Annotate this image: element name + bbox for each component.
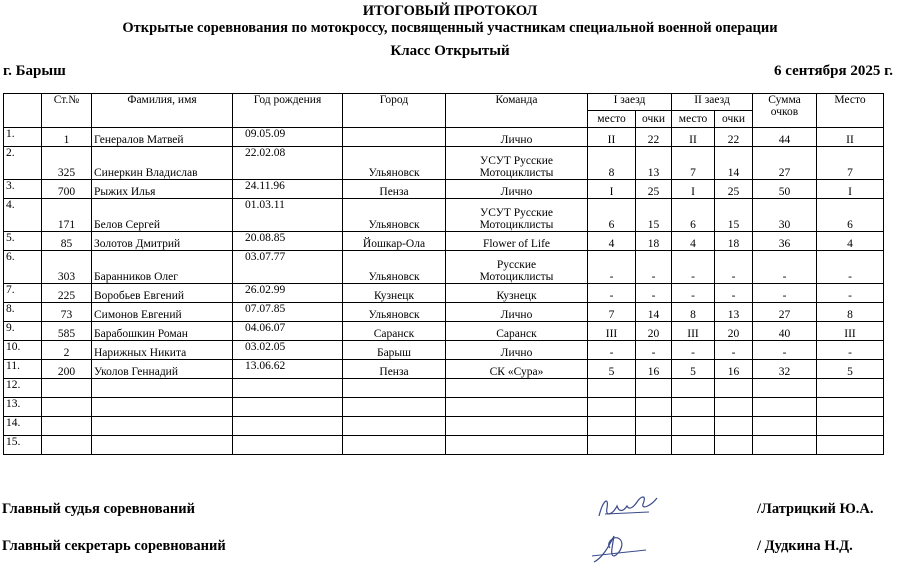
final-rank: 4 bbox=[817, 232, 884, 251]
race2-place: I bbox=[672, 180, 715, 199]
birth-date: 03.07.77 bbox=[233, 251, 343, 284]
secretary-signature bbox=[588, 528, 650, 568]
birth-date: 26.02.99 bbox=[233, 284, 343, 303]
team: СК «Сура» bbox=[446, 360, 588, 379]
rider-name: Нарижных Никита bbox=[92, 341, 233, 360]
rider-name: Барабошкин Роман bbox=[92, 322, 233, 341]
results-table bbox=[3, 93, 884, 455]
team-line-1: УСУТ Русские bbox=[480, 155, 553, 167]
rider-name: Синеркин Владислав bbox=[92, 147, 233, 180]
col-race1: I заезд bbox=[588, 94, 672, 111]
final-rank: 5 bbox=[817, 360, 884, 379]
city: Кузнецк bbox=[343, 284, 446, 303]
class-name: Класс Открытый bbox=[390, 43, 510, 59]
table-row bbox=[4, 341, 884, 360]
race1-points: 18 bbox=[636, 232, 672, 251]
team: Flower of Life bbox=[446, 232, 588, 251]
col-city: Город bbox=[343, 94, 446, 128]
rider-name: Воробьев Евгений bbox=[92, 284, 233, 303]
race2-points: 16 bbox=[715, 360, 753, 379]
final-rank: 6 bbox=[817, 199, 884, 232]
race2-place: 4 bbox=[672, 232, 715, 251]
sum-points: 40 bbox=[753, 322, 817, 341]
rider-name: Белов Сергей bbox=[92, 199, 233, 232]
rider-name: Уколов Геннадий bbox=[92, 360, 233, 379]
sum-points: 27 bbox=[753, 147, 817, 180]
birth-date: 22.02.08 bbox=[233, 147, 343, 180]
row-num: 10. bbox=[4, 341, 42, 360]
city: Барыш bbox=[343, 341, 446, 360]
team-line-2: Мотоциклисты bbox=[479, 167, 554, 179]
race1-points: - bbox=[636, 284, 672, 303]
final-rank: - bbox=[817, 341, 884, 360]
race1-points: 14 bbox=[636, 303, 672, 322]
col-birth: Год рождения bbox=[233, 94, 343, 128]
start-number: 85 bbox=[42, 232, 92, 251]
start-number: 585 bbox=[42, 322, 92, 341]
race2-points: 20 bbox=[715, 322, 753, 341]
sum-points: - bbox=[753, 251, 817, 284]
start-number: 303 bbox=[42, 251, 92, 284]
race2-place: II bbox=[672, 128, 715, 147]
rider-name: Симонов Евгений bbox=[92, 303, 233, 322]
birth-date: 09.05.09 bbox=[233, 128, 343, 147]
row-num: 1. bbox=[4, 128, 42, 147]
chief-secretary-name: / Дудкина Н.Д. bbox=[757, 538, 853, 554]
col-race1-points: очки bbox=[636, 111, 672, 128]
col-race1-place: место bbox=[588, 111, 636, 128]
sum-points: 30 bbox=[753, 199, 817, 232]
race1-points: - bbox=[636, 251, 672, 284]
race1-points: 25 bbox=[636, 180, 672, 199]
birth-date: 24.11.96 bbox=[233, 180, 343, 199]
race1-place: - bbox=[588, 341, 636, 360]
birth-date: 03.02.05 bbox=[233, 341, 343, 360]
final-rank: III bbox=[817, 322, 884, 341]
race1-place: 6 bbox=[588, 199, 636, 232]
table-row bbox=[4, 303, 884, 322]
team: Лично bbox=[446, 341, 588, 360]
sum-points: 27 bbox=[753, 303, 817, 322]
competition-name: Открытые соревнования по мотокроссу, посвященный участникам специальной военной операции bbox=[122, 20, 778, 36]
race1-place: - bbox=[588, 251, 636, 284]
row-num: 12. bbox=[4, 379, 42, 398]
birth-date: 20.08.85 bbox=[233, 232, 343, 251]
col-name: Фамилия, имя bbox=[92, 94, 233, 128]
team-line-1: УСУТ Русские bbox=[480, 207, 553, 219]
start-number: 225 bbox=[42, 284, 92, 303]
sum-points: - bbox=[753, 341, 817, 360]
table-row bbox=[4, 180, 884, 199]
row-num: 8. bbox=[4, 303, 42, 322]
race1-points: 20 bbox=[636, 322, 672, 341]
race2-points: 15 bbox=[715, 199, 753, 232]
race2-place: 8 bbox=[672, 303, 715, 322]
table-row bbox=[4, 232, 884, 251]
race1-place: - bbox=[588, 284, 636, 303]
race2-place: 6 bbox=[672, 199, 715, 232]
final-rank: II bbox=[817, 128, 884, 147]
table-row bbox=[4, 417, 884, 436]
race1-place: 5 bbox=[588, 360, 636, 379]
race1-points: - bbox=[636, 341, 672, 360]
race2-points: - bbox=[715, 341, 753, 360]
city: Пенза bbox=[343, 360, 446, 379]
table-row bbox=[4, 284, 884, 303]
race1-place: 8 bbox=[588, 147, 636, 180]
start-number: 200 bbox=[42, 360, 92, 379]
sum-points: - bbox=[753, 284, 817, 303]
race2-place: - bbox=[672, 251, 715, 284]
final-rank: I bbox=[817, 180, 884, 199]
chief-judge-label: Главный судья соревнований bbox=[2, 501, 195, 517]
row-num: 14. bbox=[4, 417, 42, 436]
row-num: 3. bbox=[4, 180, 42, 199]
race2-place: - bbox=[672, 284, 715, 303]
team bbox=[446, 147, 588, 180]
team: Лично bbox=[446, 180, 588, 199]
header-row bbox=[4, 94, 884, 111]
rider-name: Рыжих Илья bbox=[92, 180, 233, 199]
race2-points: - bbox=[715, 251, 753, 284]
table-row bbox=[4, 379, 884, 398]
sum-points: 50 bbox=[753, 180, 817, 199]
row-num: 7. bbox=[4, 284, 42, 303]
table-row bbox=[4, 436, 884, 455]
start-number: 325 bbox=[42, 147, 92, 180]
table-row bbox=[4, 398, 884, 417]
race1-place: 7 bbox=[588, 303, 636, 322]
col-race2: II заезд bbox=[672, 94, 753, 111]
race2-place: 5 bbox=[672, 360, 715, 379]
judge-signature bbox=[595, 490, 665, 524]
city: Пенза bbox=[343, 180, 446, 199]
team-line-2: Мотоциклисты bbox=[479, 219, 554, 231]
race2-place: 7 bbox=[672, 147, 715, 180]
row-num: 2. bbox=[4, 147, 42, 180]
team-line-1: Русские bbox=[496, 259, 537, 271]
rider-name: Золотов Дмитрий bbox=[92, 232, 233, 251]
race1-points: 22 bbox=[636, 128, 672, 147]
row-num: 15. bbox=[4, 436, 42, 455]
race1-points: 15 bbox=[636, 199, 672, 232]
city: Йошкар-Ола bbox=[343, 232, 446, 251]
race1-points: 13 bbox=[636, 147, 672, 180]
race2-place: III bbox=[672, 322, 715, 341]
city: Саранск bbox=[343, 322, 446, 341]
team: Лично bbox=[446, 128, 588, 147]
final-rank: - bbox=[817, 251, 884, 284]
col-race2-place: место bbox=[672, 111, 715, 128]
col-sum: Сумма очков bbox=[753, 94, 817, 128]
race2-points: 25 bbox=[715, 180, 753, 199]
col-rank: Место bbox=[817, 94, 884, 128]
race2-points: - bbox=[715, 284, 753, 303]
team bbox=[446, 199, 588, 232]
chief-secretary-label: Главный секретарь соревнований bbox=[2, 538, 226, 554]
start-number: 2 bbox=[42, 341, 92, 360]
race2-points: 18 bbox=[715, 232, 753, 251]
row-num: 4. bbox=[4, 199, 42, 232]
event-date: 6 сентября 2025 г. bbox=[773, 63, 893, 79]
city: Ульяновск bbox=[343, 147, 446, 180]
table-row bbox=[4, 360, 884, 379]
birth-date: 01.03.11 bbox=[233, 199, 343, 232]
race1-place: 4 bbox=[588, 232, 636, 251]
document-title: ИТОГОВЫЙ ПРОТОКОЛ bbox=[362, 3, 538, 19]
row-num: 5. bbox=[4, 232, 42, 251]
team: Кузнецк bbox=[446, 284, 588, 303]
race2-points: 22 bbox=[715, 128, 753, 147]
team-line-2: Мотоциклисты bbox=[479, 271, 554, 283]
row-num: 13. bbox=[4, 398, 42, 417]
row-num: 9. bbox=[4, 322, 42, 341]
race1-place: III bbox=[588, 322, 636, 341]
rider-name: Баранников Олег bbox=[92, 251, 233, 284]
start-number: 73 bbox=[42, 303, 92, 322]
birth-date: 04.06.07 bbox=[233, 322, 343, 341]
table-row bbox=[4, 251, 884, 284]
table-row bbox=[4, 128, 884, 147]
team: Саранск bbox=[446, 322, 588, 341]
start-number: 700 bbox=[42, 180, 92, 199]
race1-place: II bbox=[588, 128, 636, 147]
city: Ульяновск bbox=[343, 303, 446, 322]
race2-points: 13 bbox=[715, 303, 753, 322]
sum-points: 32 bbox=[753, 360, 817, 379]
sum-points: 44 bbox=[753, 128, 817, 147]
col-race2-points: очки bbox=[715, 111, 753, 128]
race2-points: 14 bbox=[715, 147, 753, 180]
race1-points: 16 bbox=[636, 360, 672, 379]
start-number: 171 bbox=[42, 199, 92, 232]
chief-judge-name: /Латрицкий Ю.А. bbox=[757, 501, 874, 517]
final-rank: 8 bbox=[817, 303, 884, 322]
sum-points: 36 bbox=[753, 232, 817, 251]
table-row bbox=[4, 199, 884, 232]
col-team: Команда bbox=[446, 94, 588, 128]
row-num: 11. bbox=[4, 360, 42, 379]
final-rank: 7 bbox=[817, 147, 884, 180]
city bbox=[343, 128, 446, 147]
rider-name: Генералов Матвей bbox=[92, 128, 233, 147]
race1-place: I bbox=[588, 180, 636, 199]
table-row bbox=[4, 147, 884, 180]
col-num bbox=[4, 94, 42, 128]
table-row bbox=[4, 322, 884, 341]
final-rank: - bbox=[817, 284, 884, 303]
birth-date: 07.07.85 bbox=[233, 303, 343, 322]
team: Лично bbox=[446, 303, 588, 322]
row-num: 6. bbox=[4, 251, 42, 284]
race2-place: - bbox=[672, 341, 715, 360]
team bbox=[446, 251, 588, 284]
start-number: 1 bbox=[42, 128, 92, 147]
city: Ульяновск bbox=[343, 251, 446, 284]
location: г. Барыш bbox=[3, 63, 66, 79]
birth-date: 13.06.62 bbox=[233, 360, 343, 379]
col-start-number: Ст.№ bbox=[42, 94, 92, 128]
city: Ульяновск bbox=[343, 199, 446, 232]
